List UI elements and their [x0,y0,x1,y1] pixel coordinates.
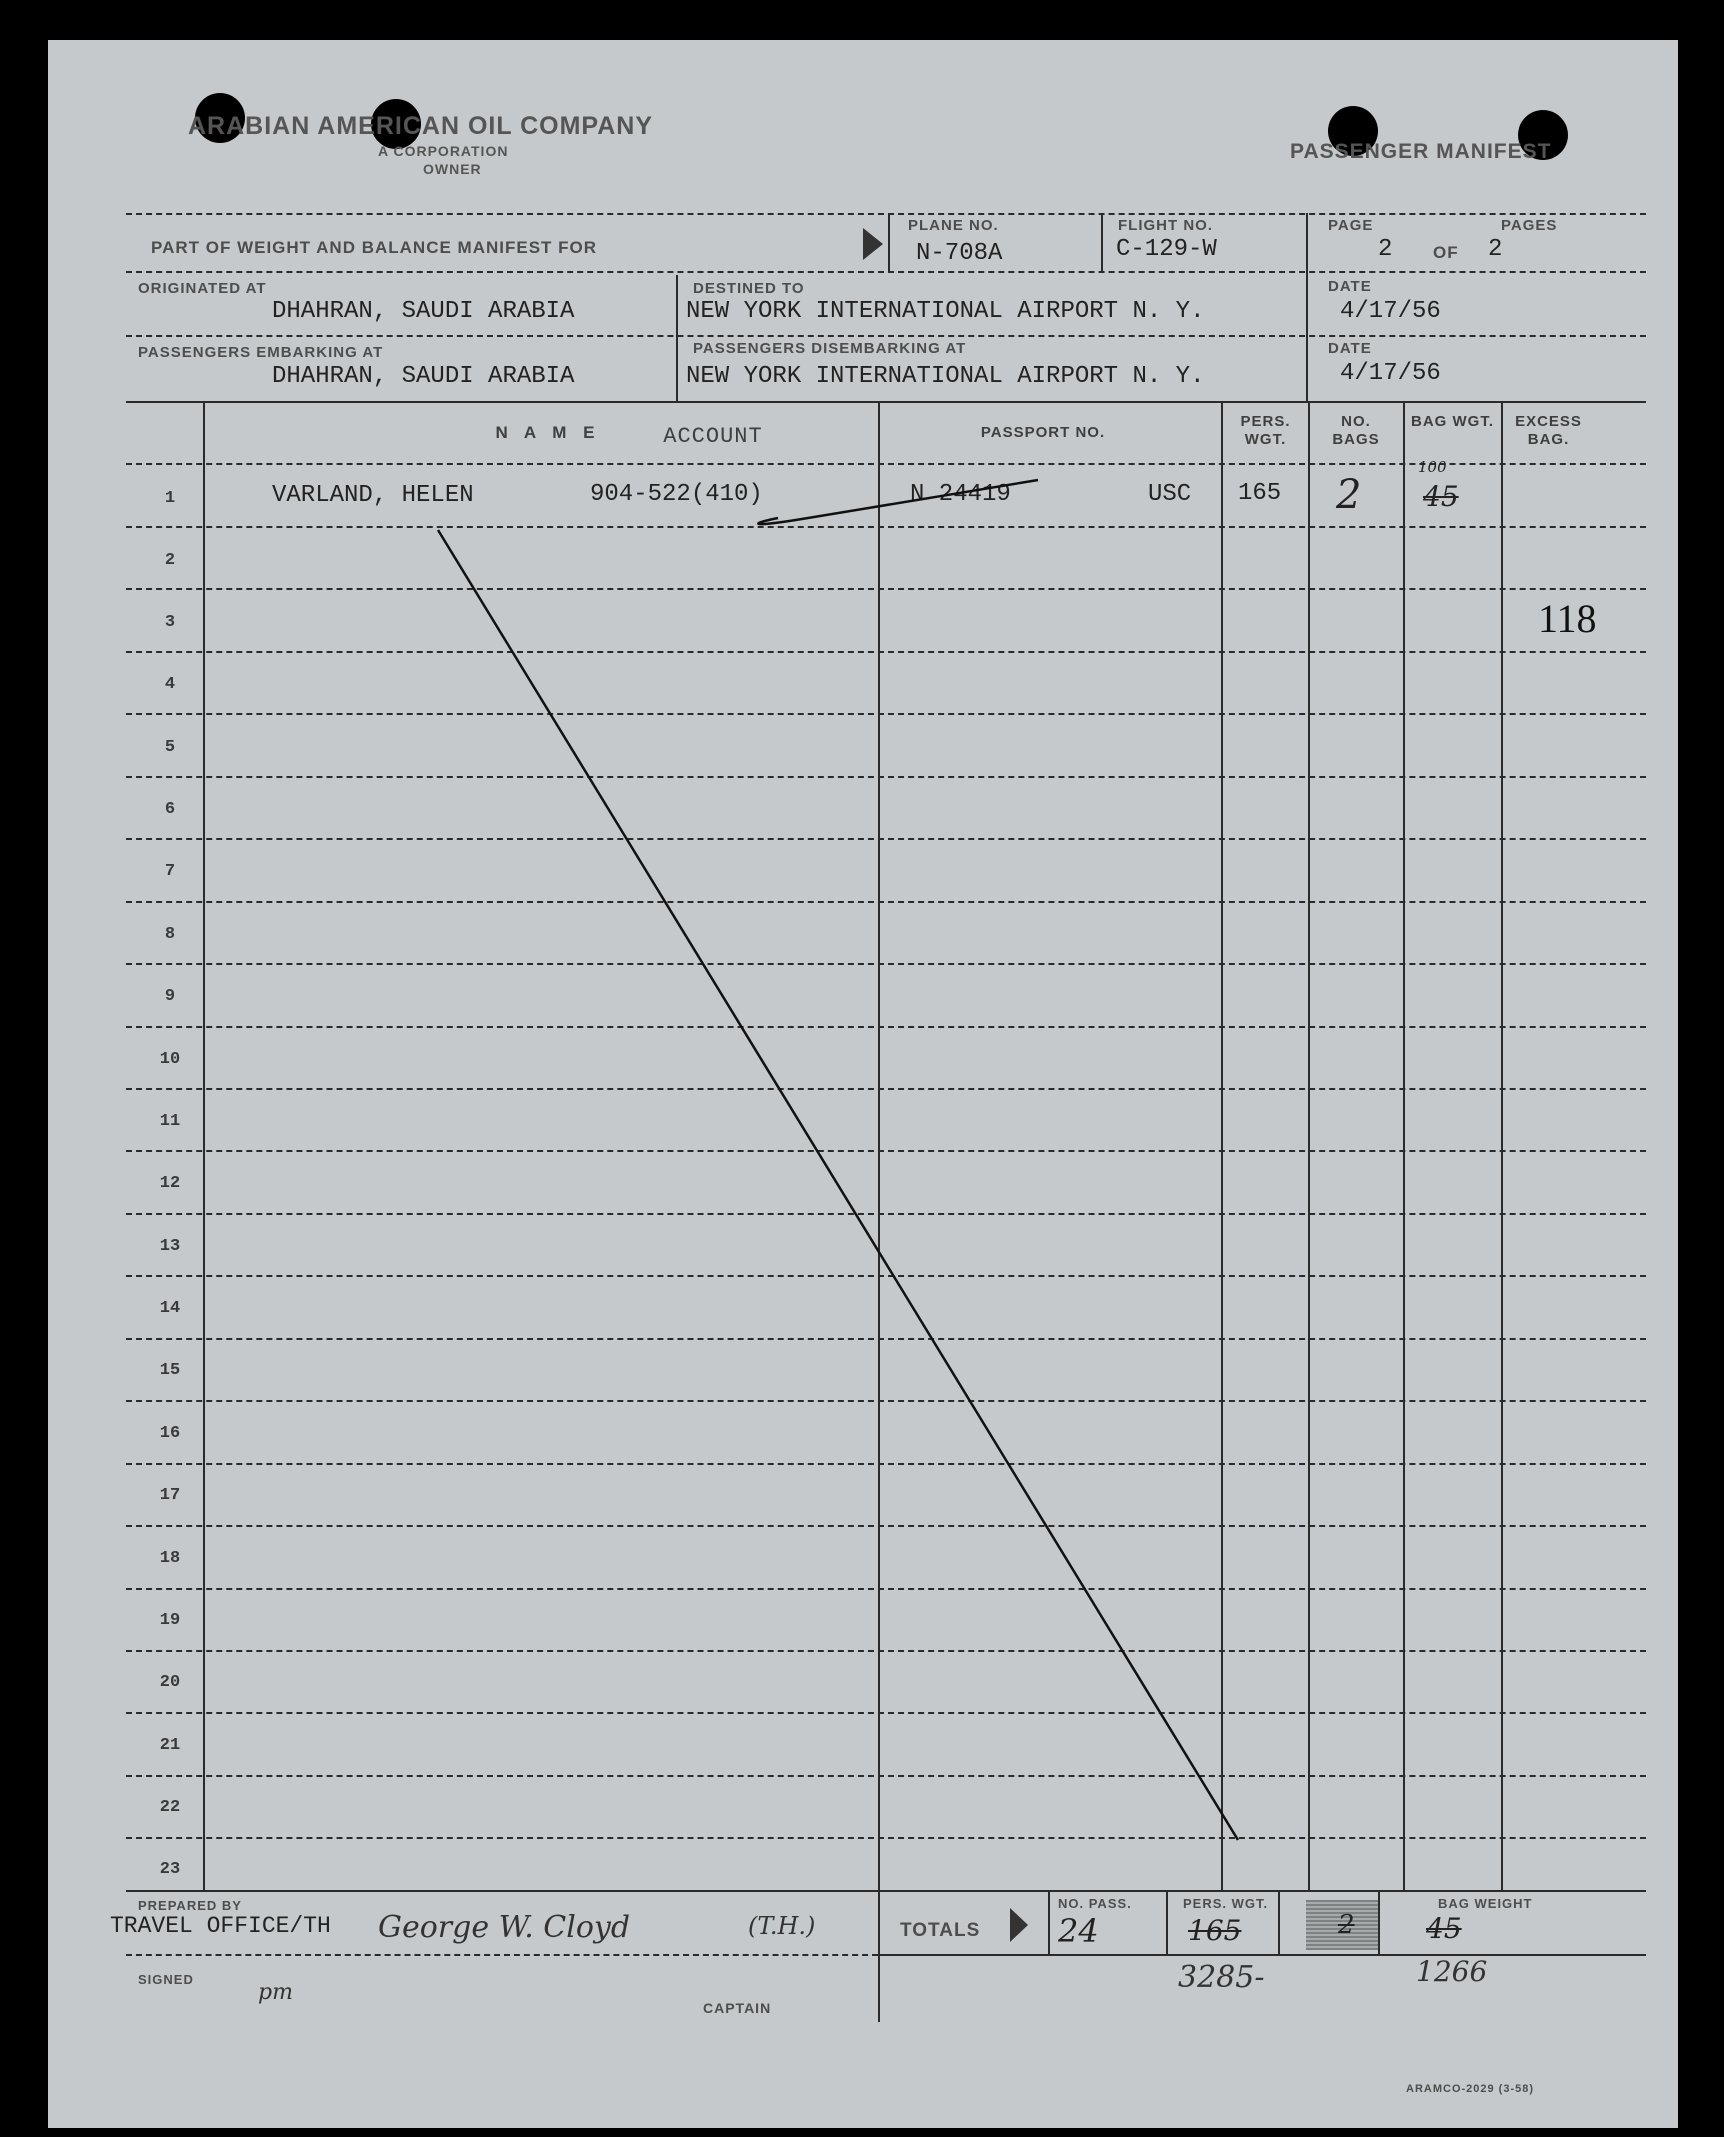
pers-wgt-total-struck: 165 [1188,1914,1242,1947]
col-passport: PASSPORT NO. [980,424,1106,441]
row-number: 13 [159,1237,181,1256]
of-label: OF [1433,243,1459,262]
row-number: 6 [164,800,176,819]
captain-label: CAPTAIN [703,2000,772,2016]
pages-label: PAGES [1501,217,1558,234]
prepared-by-label: PREPARED BY [138,1898,242,1913]
passenger-nationality: USC [1148,481,1192,508]
margin-note: 118 [1538,596,1597,641]
date-value-1: 4/17/56 [1340,298,1441,325]
rule [126,1954,878,1956]
prepared-by-value: TRAVEL OFFICE/TH [110,1913,331,1939]
passenger-name: VARLAND, HELEN [272,482,474,509]
col-no-bags: NO. BAGS [1332,413,1380,448]
row-number: 11 [159,1112,181,1131]
disembarking-value: NEW YORK INTERNATIONAL AIRPORT N. Y. [686,363,1205,390]
signature-initials: (T.H.) [748,1912,816,1940]
passenger-passport: N 24419 [910,481,1011,508]
col-pers-wgt: PERS. WGT. [1240,413,1291,448]
col-account: ACCOUNT [663,424,763,449]
col-excess-bag: EXCESS BAG. [1515,413,1582,448]
diagonal-cancel-line [438,530,1238,1840]
no-pass-label: NO. PASS. [1058,1896,1132,1911]
form-code: ARAMCO-2029 (3-58) [1406,2083,1535,2095]
date-label-1: DATE [1328,278,1372,295]
row-number: 1 [164,489,176,508]
row-number: 8 [164,925,176,944]
destined-value: NEW YORK INTERNATIONAL AIRPORT N. Y. [686,298,1205,325]
rule [880,1954,1646,1956]
row-number: 4 [164,675,176,694]
row-number: 17 [159,1486,181,1505]
manifest-sheet [48,40,1678,2128]
flight-no-value: C-129-W [1116,236,1217,263]
embarking-label: PASSENGERS EMBARKING AT [138,344,384,361]
company-name: ARABIAN AMERICAN OIL COMPANY [188,112,654,140]
rule [1166,1892,1168,1954]
row-number: 20 [159,1673,181,1692]
totals-arrow-icon [1010,1908,1028,1942]
plane-no-value: N-708A [916,240,1003,267]
row-number: 9 [164,987,176,1006]
account-underline-stroke [758,480,1038,524]
originated-label: ORIGINATED AT [138,280,267,297]
flight-no-label: FLIGHT NO. [1118,217,1213,234]
col-bag-wgt: BAG WGT. [1411,413,1494,430]
bag-weight-total-struck: 45 [1426,1912,1462,1945]
hand-total-passenger-weight: 3285- [1178,1960,1265,1995]
pages-value: 2 [1488,236,1503,263]
passenger-bag-wgt-struck: 45 [1423,480,1459,513]
row-number: 3 [164,613,176,632]
row-number: 18 [159,1549,181,1568]
row-number: 21 [159,1736,181,1755]
signature: George W. Cloyd [378,1910,631,1945]
cancel-strokes [48,40,1678,2128]
originated-value: DHAHRAN, SAUDI ARABIA [272,298,575,325]
passenger-pers-wgt: 165 [1238,480,1282,507]
date-label-2: DATE [1328,340,1372,357]
page-value: 2 [1378,236,1393,263]
destined-label: DESTINED TO [693,280,805,297]
row-number: 7 [164,862,176,881]
row-number: 12 [159,1174,181,1193]
no-pass-value: 24 [1058,1912,1099,1950]
row-number: 15 [159,1361,181,1380]
row-number: 22 [159,1798,181,1817]
row-number: 23 [159,1860,181,1879]
embarking-value: DHAHRAN, SAUDI ARABIA [272,363,575,390]
passenger-bag-wgt-new: 100 [1418,458,1447,476]
hand-total-bag-weight: 1266 [1416,1955,1488,1988]
date-value-2: 4/17/56 [1340,360,1441,387]
bag-weight-total-label: BAG WEIGHT [1438,1896,1533,1911]
rule [1378,1892,1380,1954]
form-title: PASSENGER MANIFEST [1290,140,1552,163]
row-number: 5 [164,738,176,757]
rule [878,1892,880,2022]
company-sub2: OWNER [423,161,482,177]
row-number: 19 [159,1611,181,1630]
totals-label: TOTALS [900,1920,981,1941]
passenger-account: 904-522(410) [590,481,763,508]
bags-total-struck: 2 [1338,1910,1355,1940]
col-name: N A M E [495,423,601,442]
page-label: PAGE [1328,217,1374,234]
part-of-label: PART OF WEIGHT AND BALANCE MANIFEST FOR [151,238,598,257]
pers-wgt-total-label: PERS. WGT. [1183,1896,1269,1911]
disembarking-label: PASSENGERS DISEMBARKING AT [693,340,967,357]
row-number: 16 [159,1424,181,1443]
row-number: 14 [159,1299,181,1318]
rule [1048,1892,1050,1954]
row-number: 10 [159,1050,181,1069]
signed-initials: pm [258,1980,293,2005]
rule [1278,1892,1280,1954]
passenger-no-bags: 2 [1336,472,1362,518]
rule [126,1890,1646,1892]
plane-no-label: PLANE NO. [908,217,999,234]
row-number: 2 [164,551,176,570]
company-sub1: A CORPORATION [378,143,509,159]
signed-label: SIGNED [138,1972,194,1987]
